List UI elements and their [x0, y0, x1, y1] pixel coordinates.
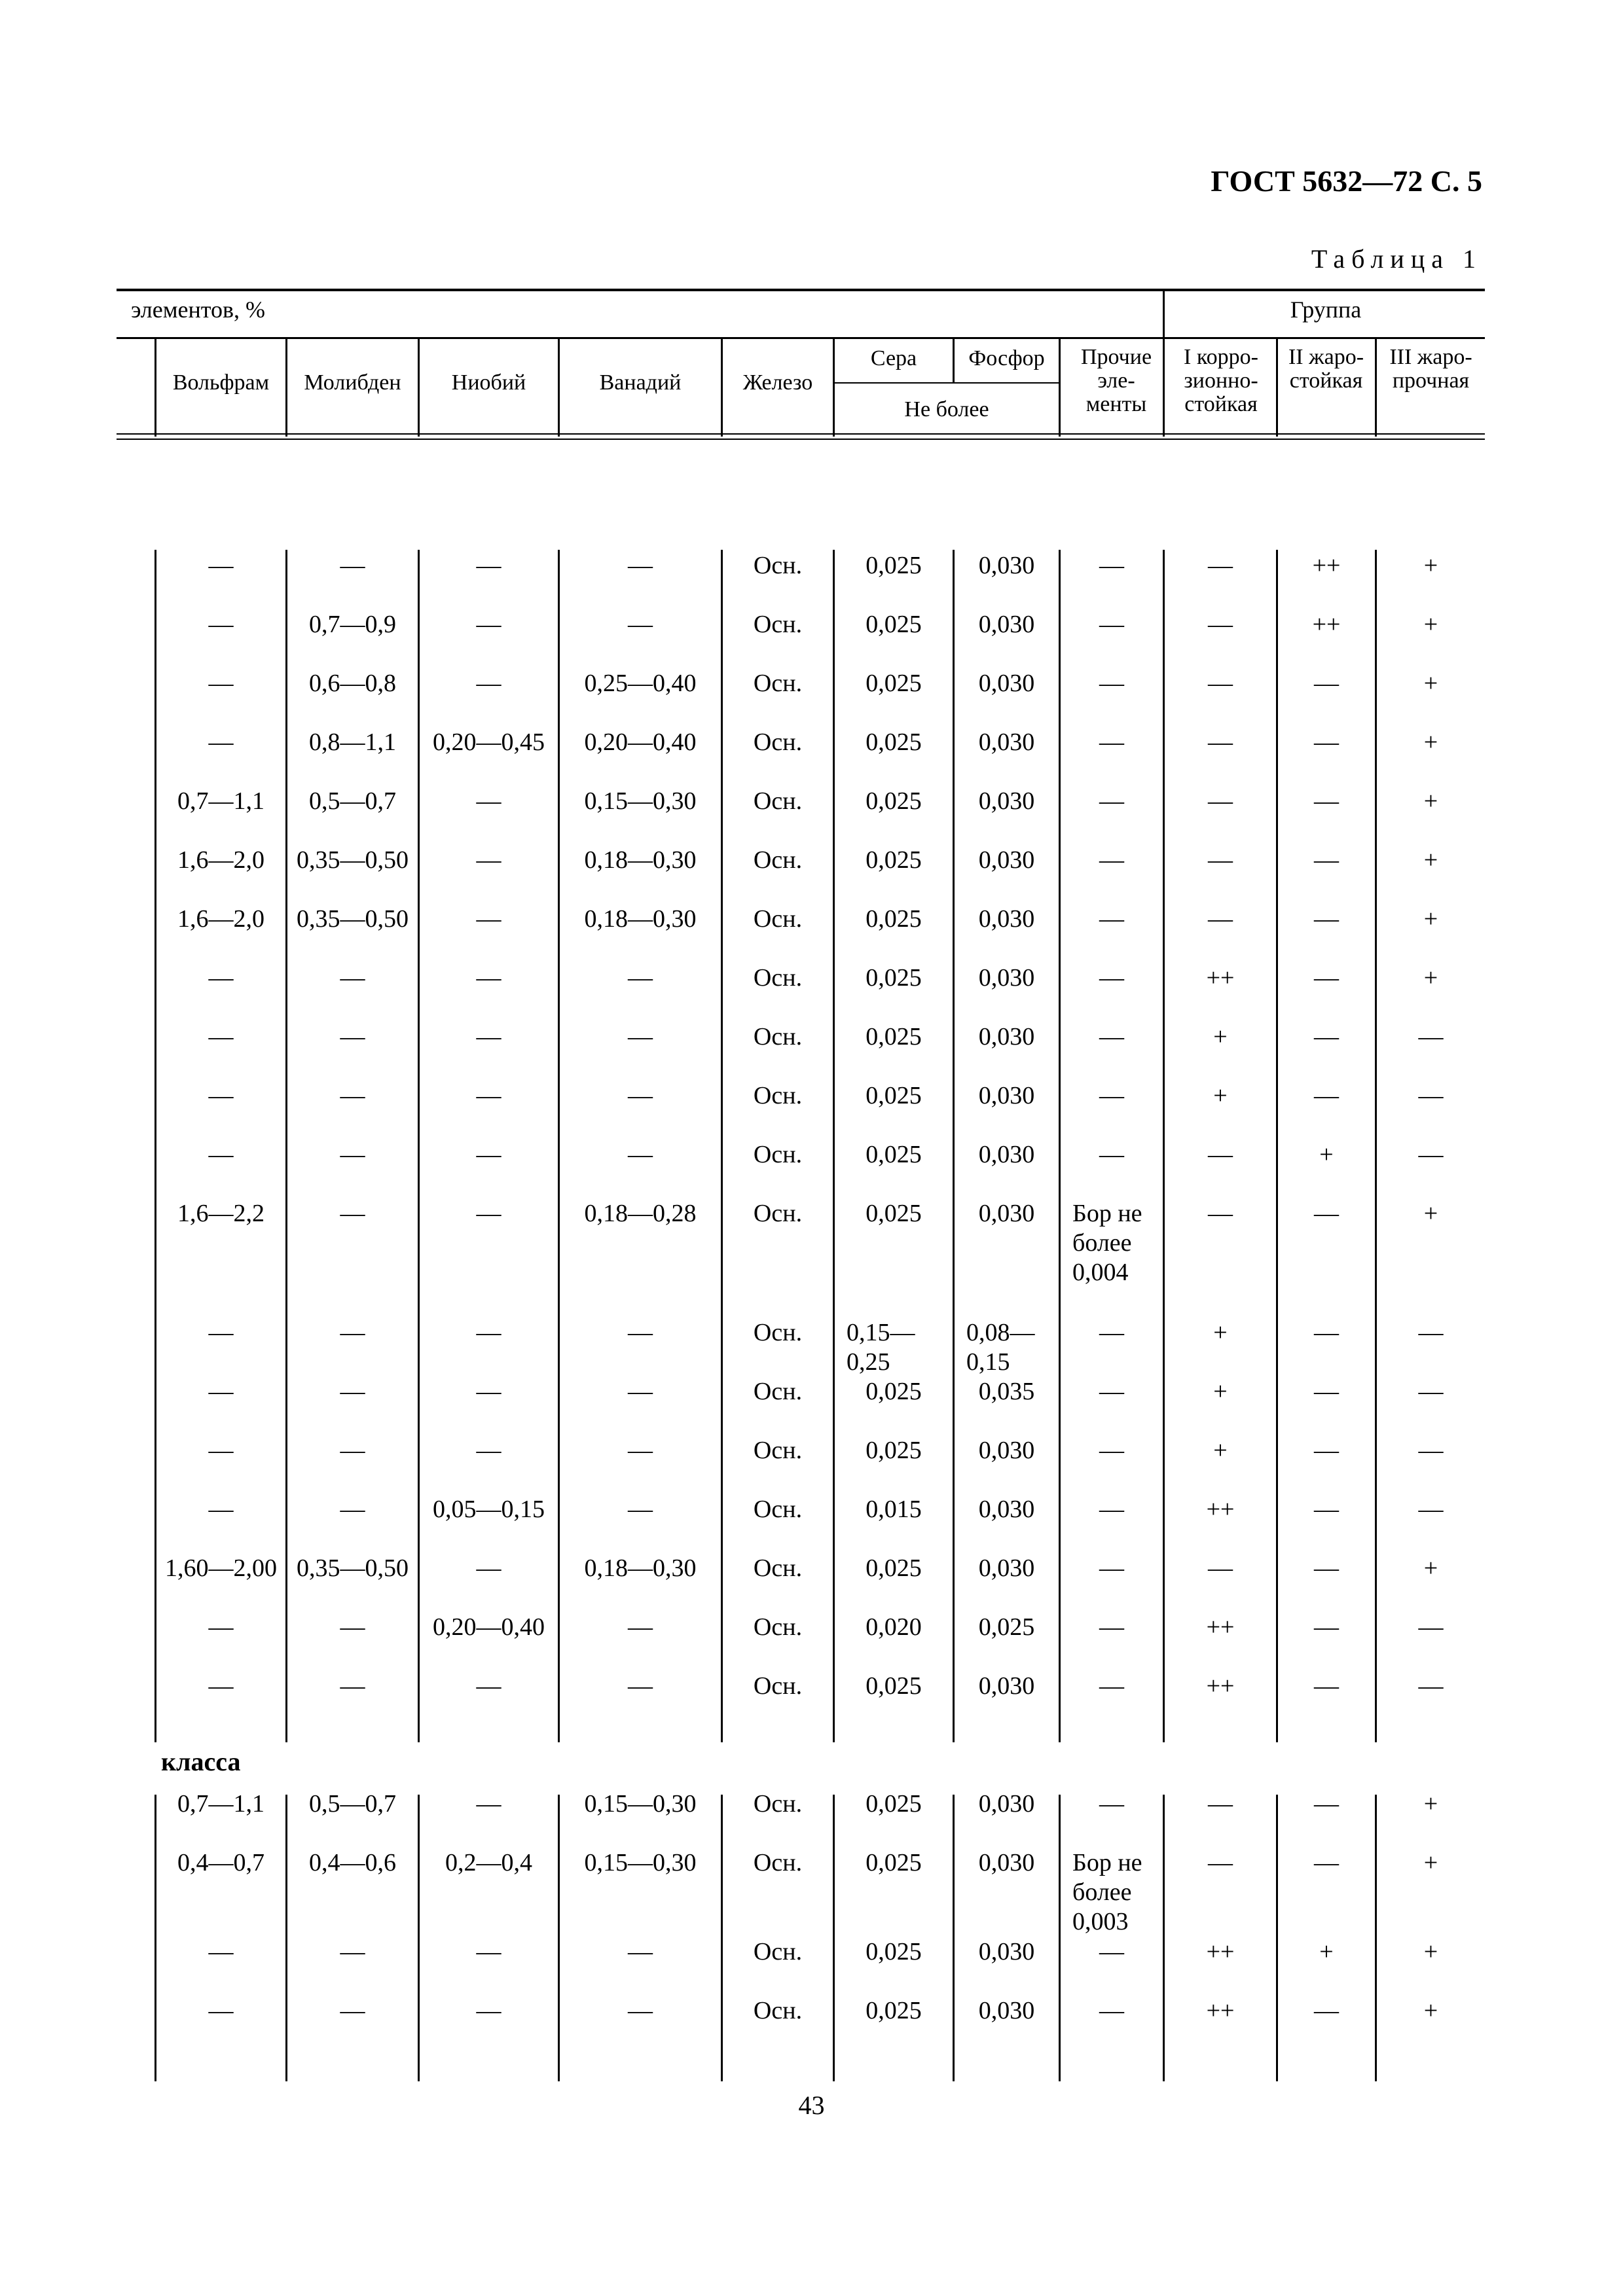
cell-sulfur: 0,025 [866, 1849, 922, 1876]
cell-sulfur: 0,025 [866, 552, 922, 579]
cell-sulfur: 0,025 [866, 611, 922, 638]
col-header-niobium: Ниобий [451, 370, 526, 395]
cell-tungsten: — [208, 670, 234, 697]
cell-phosphorus: 0,025 [978, 1613, 1035, 1641]
cell-niobium: 0,20—0,45 [433, 728, 545, 756]
cell-tungsten: — [208, 964, 234, 992]
cell-iron: Осн. [753, 1496, 803, 1523]
cell-niobium: — [476, 1141, 501, 1168]
cell-group-3: — [1418, 1613, 1444, 1641]
cell-other: — [1099, 1378, 1124, 1405]
cell-molybdenum: — [340, 1141, 365, 1168]
cell-group-2: — [1314, 1319, 1339, 1346]
cell-other: — [1099, 728, 1124, 756]
cell-other: — [1099, 670, 1124, 697]
cell-tungsten: — [208, 1023, 234, 1050]
cell-tungsten: 1,6—2,0 [177, 905, 264, 933]
cell-group-3: + [1423, 670, 1438, 697]
cell-tungsten: 1,60—2,00 [165, 1554, 277, 1582]
cell-group-3: + [1423, 787, 1438, 815]
col-header-molybdenum: Молибден [304, 370, 401, 395]
cell-niobium: — [476, 1997, 501, 2024]
cell-vanadium: 0,18—0,30 [584, 846, 697, 874]
cell-niobium: — [476, 1023, 501, 1050]
cell-tungsten: — [208, 1613, 234, 1641]
cell-iron: Осн. [753, 1378, 803, 1405]
cell-iron: Осн. [753, 611, 803, 638]
cell-group-1: ++ [1206, 1672, 1235, 1700]
cell-phosphorus: 0,030 [978, 1200, 1035, 1227]
header-mid-rule [117, 337, 1485, 339]
cell-sulfur: 0,025 [866, 1790, 922, 1818]
cell-vanadium: 0,15—0,30 [584, 1849, 697, 1876]
cell-iron: Осн. [753, 1023, 803, 1050]
cell-group-3: + [1423, 846, 1438, 874]
cell-niobium: — [476, 787, 501, 815]
cell-group-2: — [1314, 1672, 1339, 1700]
cell-group-1: — [1208, 1849, 1233, 1876]
cell-vanadium: — [628, 1938, 653, 1965]
cell-group-1: + [1213, 1378, 1228, 1405]
cell-tungsten: — [208, 1672, 234, 1700]
cell-other: — [1099, 787, 1124, 815]
cell-vanadium: — [628, 1613, 653, 1641]
cell-vanadium: 0,18—0,28 [584, 1200, 697, 1227]
header-vline-9 [1375, 337, 1377, 437]
cell-niobium: — [476, 1938, 501, 1965]
cell-group-3: + [1423, 611, 1438, 638]
top-rule [117, 289, 1485, 291]
cell-molybdenum: — [340, 964, 365, 992]
cell-other: — [1099, 846, 1124, 874]
cell-group-3: + [1423, 1997, 1438, 2024]
cell-group-2: — [1314, 1790, 1339, 1818]
cell-phosphorus: 0,030 [978, 552, 1035, 579]
cell-phosphorus: 0,030 [978, 1554, 1035, 1582]
cell-other: — [1099, 1554, 1124, 1582]
cell-group-2: — [1314, 1023, 1339, 1050]
cell-group-1: ++ [1206, 1997, 1235, 2024]
cell-molybdenum: — [340, 1496, 365, 1523]
cell-molybdenum: — [340, 1200, 365, 1227]
cell-other: — [1099, 1496, 1124, 1523]
cell-group-2: — [1314, 1437, 1339, 1464]
cell-group-3: + [1423, 1849, 1438, 1876]
header-vline-right-group [1163, 289, 1165, 437]
cell-molybdenum: 0,6—0,8 [309, 670, 396, 697]
cell-group-1: + [1213, 1437, 1228, 1464]
cell-group-1: — [1208, 1141, 1233, 1168]
cell-tungsten: 1,6—2,2 [177, 1200, 264, 1227]
cell-tungsten: — [208, 1496, 234, 1523]
cell-group-2: — [1314, 787, 1339, 815]
cell-tungsten: — [208, 611, 234, 638]
cell-group-3: — [1418, 1319, 1444, 1346]
cell-sulfur: 0,025 [866, 905, 922, 933]
cell-group-1: — [1208, 1200, 1233, 1227]
cell-vanadium: 0,18—0,30 [584, 1554, 697, 1582]
cell-sulfur: 0,025 [866, 1200, 922, 1227]
header-elements-label: элементов, % [131, 296, 266, 323]
cell-niobium: — [476, 1319, 501, 1346]
cell-iron: Осн. [753, 552, 803, 579]
cell-vanadium: — [628, 1672, 653, 1700]
cell-niobium: 0,2—0,4 [445, 1849, 532, 1876]
cell-group-3: — [1418, 1141, 1444, 1168]
cell-sulfur: 0,025 [866, 1141, 922, 1168]
col-header-group-2: II жаро- стойкая [1288, 345, 1364, 393]
cell-other: — [1099, 1790, 1124, 1818]
col-header-not-more: Не более [904, 397, 989, 422]
cell-molybdenum: 0,4—0,6 [309, 1849, 396, 1876]
cell-vanadium: — [628, 1082, 653, 1109]
cell-phosphorus: 0,030 [978, 964, 1035, 992]
cell-phosphorus: 0,030 [978, 1849, 1035, 1876]
cell-group-2: + [1319, 1938, 1334, 1965]
cell-vanadium: — [628, 1141, 653, 1168]
cell-group-1: + [1213, 1319, 1228, 1346]
cell-niobium: — [476, 1082, 501, 1109]
cell-group-2: — [1314, 1200, 1339, 1227]
page-title: ГОСТ 5632—72 С. 5 [1211, 164, 1482, 198]
cell-group-1: + [1213, 1082, 1228, 1109]
cell-group-3: + [1423, 1554, 1438, 1582]
cell-niobium: — [476, 1554, 501, 1582]
cell-tungsten: — [208, 1141, 234, 1168]
cell-other: — [1099, 611, 1124, 638]
section-label: класса [161, 1747, 241, 1776]
cell-group-3: — [1418, 1672, 1444, 1700]
col-header-group-3: III жаро- прочная [1389, 345, 1472, 393]
cell-group-3: — [1418, 1023, 1444, 1050]
cell-group-3: — [1418, 1378, 1444, 1405]
cell-iron: Осн. [753, 964, 803, 992]
cell-vanadium: 0,25—0,40 [584, 670, 697, 697]
col-header-group-1: I корро- зионно- стойкая [1184, 345, 1258, 416]
cell-molybdenum: — [340, 552, 365, 579]
cell-group-2: — [1314, 670, 1339, 697]
cell-phosphorus: 0,030 [978, 1023, 1035, 1050]
col-header-other: Прочие эле- менты [1080, 345, 1152, 416]
cell-sulfur: 0,025 [866, 1938, 922, 1965]
cell-other: — [1099, 1997, 1124, 2024]
cell-sulfur: 0,025 [866, 787, 922, 815]
cell-iron: Осн. [753, 1437, 803, 1464]
col-header-phosphorus: Фосфор [968, 346, 1045, 370]
cell-other: — [1099, 1141, 1124, 1168]
cell-vanadium: — [628, 1997, 653, 2024]
cell-other: — [1099, 1613, 1124, 1641]
cell-group-2: — [1314, 728, 1339, 756]
cell-other: Бор не более 0,004 [1072, 1200, 1142, 1286]
cell-group-3: — [1418, 1496, 1444, 1523]
cell-molybdenum: 0,8—1,1 [309, 728, 396, 756]
cell-niobium: — [476, 905, 501, 933]
cell-niobium: — [476, 611, 501, 638]
cell-iron: Осн. [753, 1082, 803, 1109]
cell-niobium: — [476, 1672, 501, 1700]
cell-molybdenum: — [340, 1672, 365, 1700]
col-header-tungsten: Вольфрам [172, 370, 270, 395]
cell-niobium: — [476, 1378, 501, 1405]
cell-tungsten: — [208, 1997, 234, 2024]
cell-tungsten: 0,7—1,1 [177, 787, 264, 815]
cell-group-2: — [1314, 964, 1339, 992]
cell-phosphorus: 0,035 [978, 1378, 1035, 1405]
cell-tungsten: — [208, 728, 234, 756]
cell-vanadium: 0,15—0,30 [584, 1790, 697, 1818]
cell-phosphorus: 0,030 [978, 1997, 1035, 2024]
cell-niobium: — [476, 552, 501, 579]
cell-sulfur: 0,025 [866, 1023, 922, 1050]
cell-group-2: — [1314, 1378, 1339, 1405]
cell-niobium: 0,05—0,15 [433, 1496, 545, 1523]
cell-iron: Осн. [753, 787, 803, 815]
cell-iron: Осн. [753, 1554, 803, 1582]
cell-iron: Осн. [753, 670, 803, 697]
cell-group-1: — [1208, 728, 1233, 756]
cell-group-3: + [1423, 728, 1438, 756]
cell-group-3: + [1423, 552, 1438, 579]
cell-niobium: — [476, 846, 501, 874]
cell-group-1: — [1208, 552, 1233, 579]
cell-molybdenum: 0,5—0,7 [309, 787, 396, 815]
cell-phosphorus: 0,030 [978, 1496, 1035, 1523]
cell-group-2: — [1314, 1997, 1339, 2024]
cell-molybdenum: — [340, 1082, 365, 1109]
cell-sulfur: 0,025 [866, 1554, 922, 1582]
cell-tungsten: — [208, 1319, 234, 1346]
cell-iron: Осн. [753, 1997, 803, 2024]
cell-vanadium: — [628, 552, 653, 579]
header-bottom-rule-2 [117, 439, 1485, 440]
cell-iron: Осн. [753, 1141, 803, 1168]
cell-niobium: 0,20—0,40 [433, 1613, 545, 1641]
cell-tungsten: — [208, 1378, 234, 1405]
cell-vanadium: — [628, 1319, 653, 1346]
cell-group-3: + [1423, 1790, 1438, 1818]
cell-group-1: — [1208, 787, 1233, 815]
cell-molybdenum: — [340, 1023, 365, 1050]
cell-niobium: — [476, 1200, 501, 1227]
cell-tungsten: — [208, 1938, 234, 1965]
cell-group-3: + [1423, 1938, 1438, 1965]
cell-sulfur: 0,025 [866, 670, 922, 697]
cell-group-3: + [1423, 1200, 1438, 1227]
cell-phosphorus: 0,030 [978, 846, 1035, 874]
cell-vanadium: 0,15—0,30 [584, 787, 697, 815]
cell-sulfur: 0,020 [866, 1613, 922, 1641]
cell-other: — [1099, 964, 1124, 992]
cell-other: — [1099, 1082, 1124, 1109]
cell-phosphorus: 0,030 [978, 728, 1035, 756]
cell-other: — [1099, 1023, 1124, 1050]
cell-niobium: — [476, 670, 501, 697]
cell-tungsten: 1,6—2,0 [177, 846, 264, 874]
header-bottom-rule-1 [117, 433, 1485, 435]
cell-group-1: ++ [1206, 1938, 1235, 1965]
cell-group-1: ++ [1206, 964, 1235, 992]
cell-sulfur: 0,025 [866, 1997, 922, 2024]
cell-group-1: — [1208, 905, 1233, 933]
cell-other: — [1099, 1437, 1124, 1464]
col-header-sulfur: Сера [870, 346, 917, 370]
cell-phosphorus: 0,030 [978, 1672, 1035, 1700]
cell-group-2: + [1319, 1141, 1334, 1168]
cell-other: — [1099, 1319, 1124, 1346]
cell-molybdenum: — [340, 1938, 365, 1965]
cell-sulfur: 0,025 [866, 1082, 922, 1109]
cell-niobium: — [476, 1790, 501, 1818]
cell-molybdenum: — [340, 1378, 365, 1405]
cell-vanadium: — [628, 1378, 653, 1405]
cell-molybdenum: 0,35—0,50 [297, 846, 409, 874]
cell-iron: Осн. [753, 1849, 803, 1876]
cell-other: — [1099, 1672, 1124, 1700]
cell-iron: Осн. [753, 1672, 803, 1700]
cell-group-2: — [1314, 1613, 1339, 1641]
cell-phosphorus: 0,030 [978, 1938, 1035, 1965]
col-header-iron: Железо [742, 370, 813, 395]
cell-niobium: — [476, 964, 501, 992]
table-label: Таблица 1 [1311, 244, 1482, 274]
cell-tungsten: — [208, 1082, 234, 1109]
cell-molybdenum: — [340, 1613, 365, 1641]
cell-group-1: + [1213, 1023, 1228, 1050]
cell-phosphorus: 0,030 [978, 787, 1035, 815]
header-vline-8 [1276, 337, 1278, 437]
cell-sulfur: 0,025 [866, 1437, 922, 1464]
cell-vanadium: 0,18—0,30 [584, 905, 697, 933]
cell-group-2: — [1314, 905, 1339, 933]
cell-vanadium: — [628, 1023, 653, 1050]
cell-tungsten: 0,7—1,1 [177, 1790, 264, 1818]
cell-group-2: — [1314, 1082, 1339, 1109]
cell-group-1: — [1208, 1554, 1233, 1582]
cell-iron: Осн. [753, 1790, 803, 1818]
cell-iron: Осн. [753, 728, 803, 756]
cell-other: Бор не более 0,003 [1072, 1849, 1142, 1935]
cell-sulfur: 0,025 [866, 1378, 922, 1405]
cell-tungsten: 0,4—0,7 [177, 1849, 264, 1876]
cell-other: — [1099, 1938, 1124, 1965]
cell-group-1: ++ [1206, 1613, 1235, 1641]
cell-sulfur: 0,025 [866, 846, 922, 874]
cell-sulfur: 0,025 [866, 728, 922, 756]
cell-molybdenum: — [340, 1997, 365, 2024]
cell-iron: Осн. [753, 1200, 803, 1227]
cell-vanadium: 0,20—0,40 [584, 728, 697, 756]
cell-group-3: — [1418, 1082, 1444, 1109]
cell-group-1: ++ [1206, 1496, 1235, 1523]
cell-group-2: — [1314, 846, 1339, 874]
cell-sulfur: 0,025 [866, 964, 922, 992]
not-more-rule [833, 382, 1059, 384]
cell-other: — [1099, 552, 1124, 579]
cell-molybdenum: — [340, 1437, 365, 1464]
cell-group-3: — [1418, 1437, 1444, 1464]
cell-phosphorus: 0,030 [978, 1082, 1035, 1109]
cell-vanadium: — [628, 964, 653, 992]
cell-sulfur: 0,015 [866, 1496, 922, 1523]
cell-group-2: ++ [1312, 611, 1341, 638]
cell-group-2: — [1314, 1554, 1339, 1582]
cell-molybdenum: — [340, 1319, 365, 1346]
cell-group-2: — [1314, 1496, 1339, 1523]
cell-group-3: + [1423, 905, 1438, 933]
cell-iron: Осн. [753, 1613, 803, 1641]
cell-group-2: — [1314, 1849, 1339, 1876]
cell-phosphorus: 0,030 [978, 905, 1035, 933]
cell-iron: Осн. [753, 905, 803, 933]
header-vline-7 [1059, 337, 1061, 437]
cell-molybdenum: 0,5—0,7 [309, 1790, 396, 1818]
cell-sulfur: 0,025 [866, 1672, 922, 1700]
cell-phosphorus: 0,030 [978, 670, 1035, 697]
cell-group-2: ++ [1312, 552, 1341, 579]
col-header-vanadium: Ванадий [599, 370, 682, 395]
cell-other: — [1099, 905, 1124, 933]
cell-iron: Осн. [753, 1938, 803, 1965]
cell-sulfur: 0,15— 0,25 [847, 1319, 915, 1376]
cell-phosphorus: 0,08— 0,15 [966, 1319, 1035, 1376]
cell-molybdenum: 0,35—0,50 [297, 1554, 409, 1582]
cell-iron: Осн. [753, 1319, 803, 1346]
cell-niobium: — [476, 1437, 501, 1464]
cell-phosphorus: 0,030 [978, 611, 1035, 638]
cell-phosphorus: 0,030 [978, 1141, 1035, 1168]
page-number: 43 [798, 2090, 825, 2120]
cell-group-1: — [1208, 611, 1233, 638]
cell-phosphorus: 0,030 [978, 1790, 1035, 1818]
cell-iron: Осн. [753, 846, 803, 874]
cell-tungsten: — [208, 1437, 234, 1464]
cell-vanadium: — [628, 1437, 653, 1464]
cell-vanadium: — [628, 1496, 653, 1523]
cell-group-3: + [1423, 964, 1438, 992]
header-group-label: Группа [1290, 296, 1362, 323]
cell-molybdenum: 0,35—0,50 [297, 905, 409, 933]
cell-group-1: — [1208, 670, 1233, 697]
cell-group-1: — [1208, 1790, 1233, 1818]
cell-molybdenum: 0,7—0,9 [309, 611, 396, 638]
cell-tungsten: — [208, 552, 234, 579]
cell-vanadium: — [628, 611, 653, 638]
cell-phosphorus: 0,030 [978, 1437, 1035, 1464]
cell-group-1: — [1208, 846, 1233, 874]
